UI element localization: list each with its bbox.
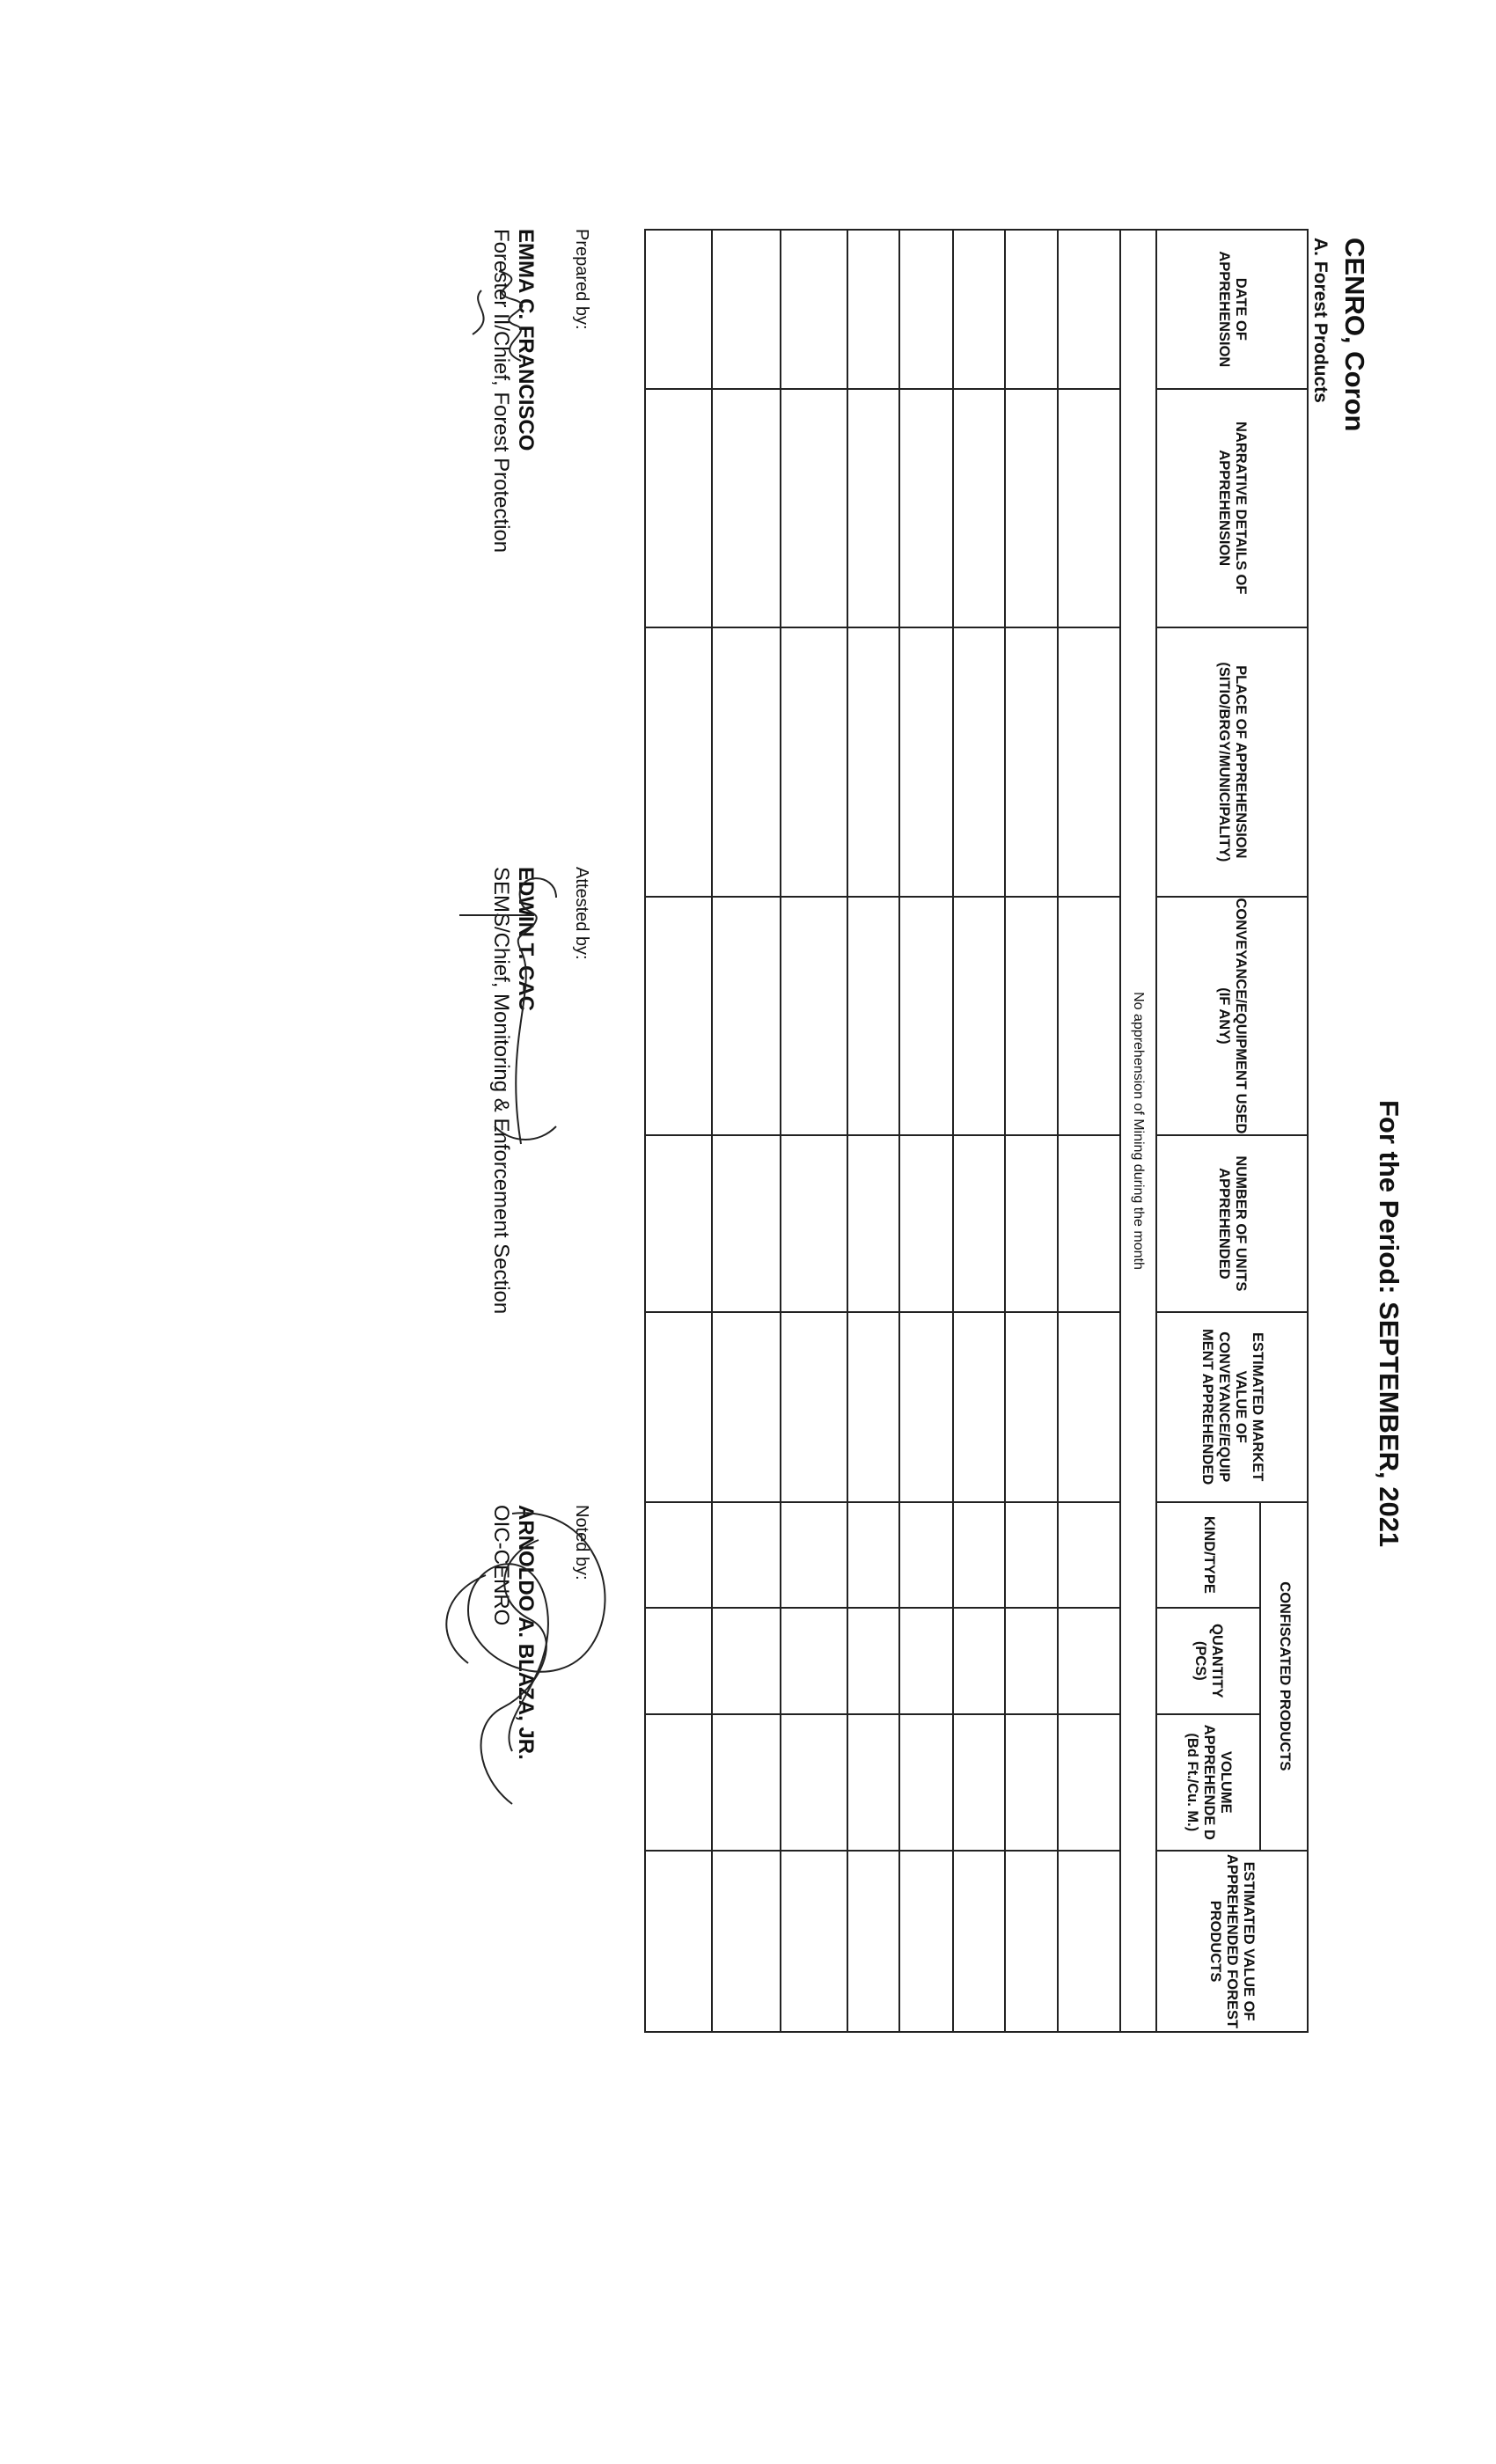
col-confiscated: CONFISCATED PRODUCTS bbox=[1260, 1502, 1308, 1852]
table-row bbox=[847, 230, 899, 2032]
section-title: A. Forest Products bbox=[1310, 238, 1331, 403]
prepared-label: Prepared by: bbox=[572, 229, 591, 330]
noted-label: Noted by: bbox=[572, 1505, 591, 1580]
table-row bbox=[645, 230, 712, 2032]
col-place: PLACE OF APPREHENSION (SITIO/BRGY/MUNICIPALITY) bbox=[1156, 627, 1308, 897]
attested-label: Attested by: bbox=[572, 867, 591, 960]
noted-signature bbox=[415, 1487, 644, 1822]
apprehension-table bbox=[644, 229, 1309, 2033]
table-row bbox=[1120, 230, 1156, 2032]
col-units: NUMBER OF UNITS APPREHENDED bbox=[1156, 1135, 1308, 1312]
table-row bbox=[1058, 230, 1119, 2032]
table-row bbox=[899, 230, 953, 2032]
noted-title: OIC-CENRO bbox=[489, 1505, 514, 1626]
empty-note: No apprehension of Mining during the month bbox=[1120, 230, 1156, 2032]
blank-margin bbox=[0, 2077, 1496, 2464]
col-market-value: ESTIMATED MARKET VALUE OF CONVEYANCE/EQUIP MENT APPREHENDED bbox=[1156, 1312, 1308, 1502]
col-forest-value: ESTIMATED VALUE OF APPREHENDED FOREST PRODUCTS bbox=[1156, 1851, 1308, 2032]
col-conveyance: CONVEYANCE/EQUIPMENT USED (IF ANY) bbox=[1156, 897, 1308, 1135]
prepared-name: EMMA C. FRANCISCO bbox=[514, 229, 538, 451]
col-narrative: NARRATIVE DETAILS OF APPREHENSION bbox=[1156, 389, 1308, 627]
prepared-signature bbox=[455, 264, 552, 378]
prepared-title: Forester II/Chief, Forest Protection bbox=[489, 229, 514, 554]
report-sheet bbox=[319, 194, 1419, 2077]
table-row bbox=[781, 230, 847, 2032]
col-volume: VOLUME APPREHENDE D (Bd Ft./Cu. M.) bbox=[1156, 1714, 1261, 1852]
attested-title: SEMS/Chief, Monitoring & Enforcement Section bbox=[489, 867, 514, 1315]
table-row bbox=[1005, 230, 1059, 2032]
report-period: For the Period: SEPTEMBER, 2021 bbox=[1374, 1100, 1404, 1548]
col-quantity: QUANTITY (PCS) bbox=[1156, 1608, 1261, 1713]
col-kind: KIND/TYPE bbox=[1156, 1502, 1261, 1608]
attested-signature bbox=[451, 862, 574, 1162]
table-row bbox=[712, 230, 780, 2032]
attested-name: EDWIN T. CAC bbox=[514, 867, 538, 1011]
table-row bbox=[953, 230, 1005, 2032]
noted-name: ARNOLDO A. BLAZA, JR. bbox=[514, 1505, 538, 1760]
col-date: DATE OF APPREHENSION bbox=[1156, 230, 1308, 389]
office-name: CENRO, Coron bbox=[1339, 238, 1370, 432]
